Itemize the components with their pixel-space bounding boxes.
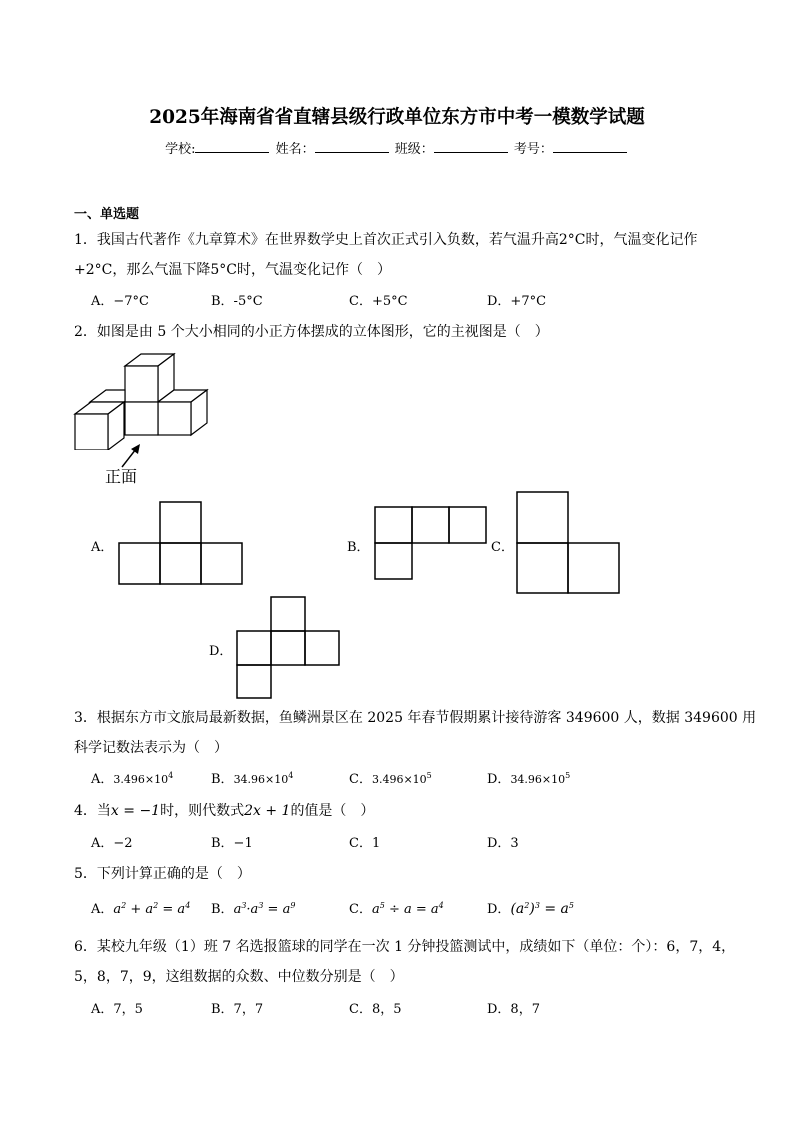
q1-line2: +2°C，那么气温下降5°C时，气温变化记作（ ） — [74, 262, 391, 278]
q3-option-d-mantissa: 34.96×10 — [510, 773, 566, 786]
q5-option-a[interactable]: A．$a^2 + a^2 = a^4$ — [91, 901, 191, 917]
exam-no-label: 考号： — [513, 142, 553, 157]
q5-option-b[interactable]: B．$a^3\cdot a^3 = a^9$ — [211, 901, 296, 917]
q3-option-a-label: A． — [91, 772, 114, 787]
q5-option-c[interactable]: C．$a^5 \div a = a^4$ — [349, 901, 444, 917]
q3-option-d-label: D． — [487, 772, 511, 787]
q3-option-a-exp: 4 — [168, 771, 174, 780]
q4-option-d[interactable]: D．3 — [487, 836, 519, 851]
q5-line1: 5．下列计算正确的是（ ） — [74, 866, 251, 882]
q3-option-b-label: B． — [211, 772, 234, 787]
q6-option-a[interactable]: A．7，5 — [91, 1002, 143, 1017]
q3-option-c-label: C． — [349, 772, 372, 787]
q2-option-c-figure[interactable] — [516, 491, 622, 595]
q3-option-a[interactable] — [91, 768, 173, 787]
q6-line1: 6．某校九年级（1）班 7 名选报篮球的同学在一次 1 分钟投篮测试中，成绩如下（单位：个）：6，7，4， — [74, 939, 736, 955]
school-blank[interactable] — [195, 140, 269, 153]
q3-option-a-mantissa: 3.496×10 — [113, 773, 169, 786]
class-blank[interactable] — [434, 140, 508, 153]
student-info-line — [0, 138, 794, 157]
q1-option-a[interactable]: A．−7°C — [91, 294, 149, 309]
q2-line1: 2．如图是由 5 个大小相同的小正方体摆成的立体图形，它的主视图是（ ） — [74, 324, 549, 340]
section-heading: 一、单选题 — [74, 207, 140, 222]
q4-option-a[interactable]: A．−2 — [91, 836, 133, 851]
front-label: 正面 — [105, 467, 138, 486]
q5-option-c-label: C． — [349, 902, 372, 917]
q4-mid: 时，则代数式 — [160, 803, 245, 819]
q4-condition: x = −1 — [110, 803, 161, 819]
q2-option-b-label[interactable]: B． — [347, 540, 370, 555]
q5-option-d[interactable]: D．$(a^2)^3 = a^5$ — [487, 901, 574, 917]
q4-expression: 2x + 1 — [244, 803, 291, 819]
q3-option-d-exp: 5 — [565, 771, 571, 780]
q4-pre: 4．当 — [74, 803, 111, 819]
q3-option-d[interactable] — [487, 768, 570, 787]
q5-option-a-label: A． — [91, 902, 114, 917]
exam-no-blank[interactable] — [553, 140, 627, 153]
q6-option-b[interactable]: B．7，7 — [211, 1002, 264, 1017]
q2-option-b-figure[interactable] — [374, 506, 490, 580]
q1-option-c[interactable]: C．+5°C — [349, 294, 408, 309]
q2-option-d-figure[interactable] — [236, 596, 344, 700]
class-label: 班级： — [394, 142, 434, 157]
name-label: 姓名： — [275, 142, 315, 157]
q5-option-b-label: B． — [211, 902, 234, 917]
q4-post: 的值是（ ） — [290, 803, 375, 819]
q1-line1: 1．我国古代著作《九章算术》在世界数学史上首次正式引入负数，若气温升高2°C时，气温变化记作 — [74, 232, 698, 248]
q3-option-c-mantissa: 3.496×10 — [371, 773, 427, 786]
page-title: 2025年海南省省直辖县级行政单位东方市中考一模数学试题 — [149, 107, 645, 128]
q2-option-d-label[interactable]: D． — [209, 644, 233, 659]
q3-line2: 科学记数法表示为（ ） — [74, 740, 228, 756]
q3-option-c-exp: 5 — [426, 771, 432, 780]
q2-option-a-figure[interactable] — [118, 501, 246, 585]
q4-line1 — [74, 800, 374, 820]
q5-option-d-label: D． — [487, 902, 511, 917]
q2-option-c-label[interactable]: C． — [491, 540, 514, 555]
q1-option-d[interactable]: D．+7°C — [487, 294, 547, 309]
cube-solid-figure — [70, 350, 220, 450]
q6-option-c[interactable]: C．8，5 — [349, 1002, 402, 1017]
q1-option-b[interactable]: B．-5°C — [211, 294, 263, 309]
q3-line1: 3．根据东方市文旅局最新数据，鱼鳞洲景区在 2025 年春节假期累计接待游客 349600 人，数据 349600 用 — [74, 710, 757, 726]
q6-line2: 5，8，7，9，这组数据的众数、中位数分别是（ ） — [74, 969, 404, 985]
q4-option-b[interactable]: B．−1 — [211, 836, 253, 851]
q2-option-a-label[interactable]: A． — [91, 540, 114, 555]
q6-option-d[interactable]: D．8，7 — [487, 1002, 540, 1017]
q3-option-b[interactable] — [211, 768, 293, 787]
q3-option-b-mantissa: 34.96×10 — [233, 773, 289, 786]
q3-option-b-exp: 4 — [288, 771, 294, 780]
q3-option-c[interactable] — [349, 768, 432, 787]
q4-option-c[interactable]: C．1 — [349, 836, 381, 851]
name-blank[interactable] — [315, 140, 389, 153]
school-label: 学校: — [165, 142, 196, 157]
